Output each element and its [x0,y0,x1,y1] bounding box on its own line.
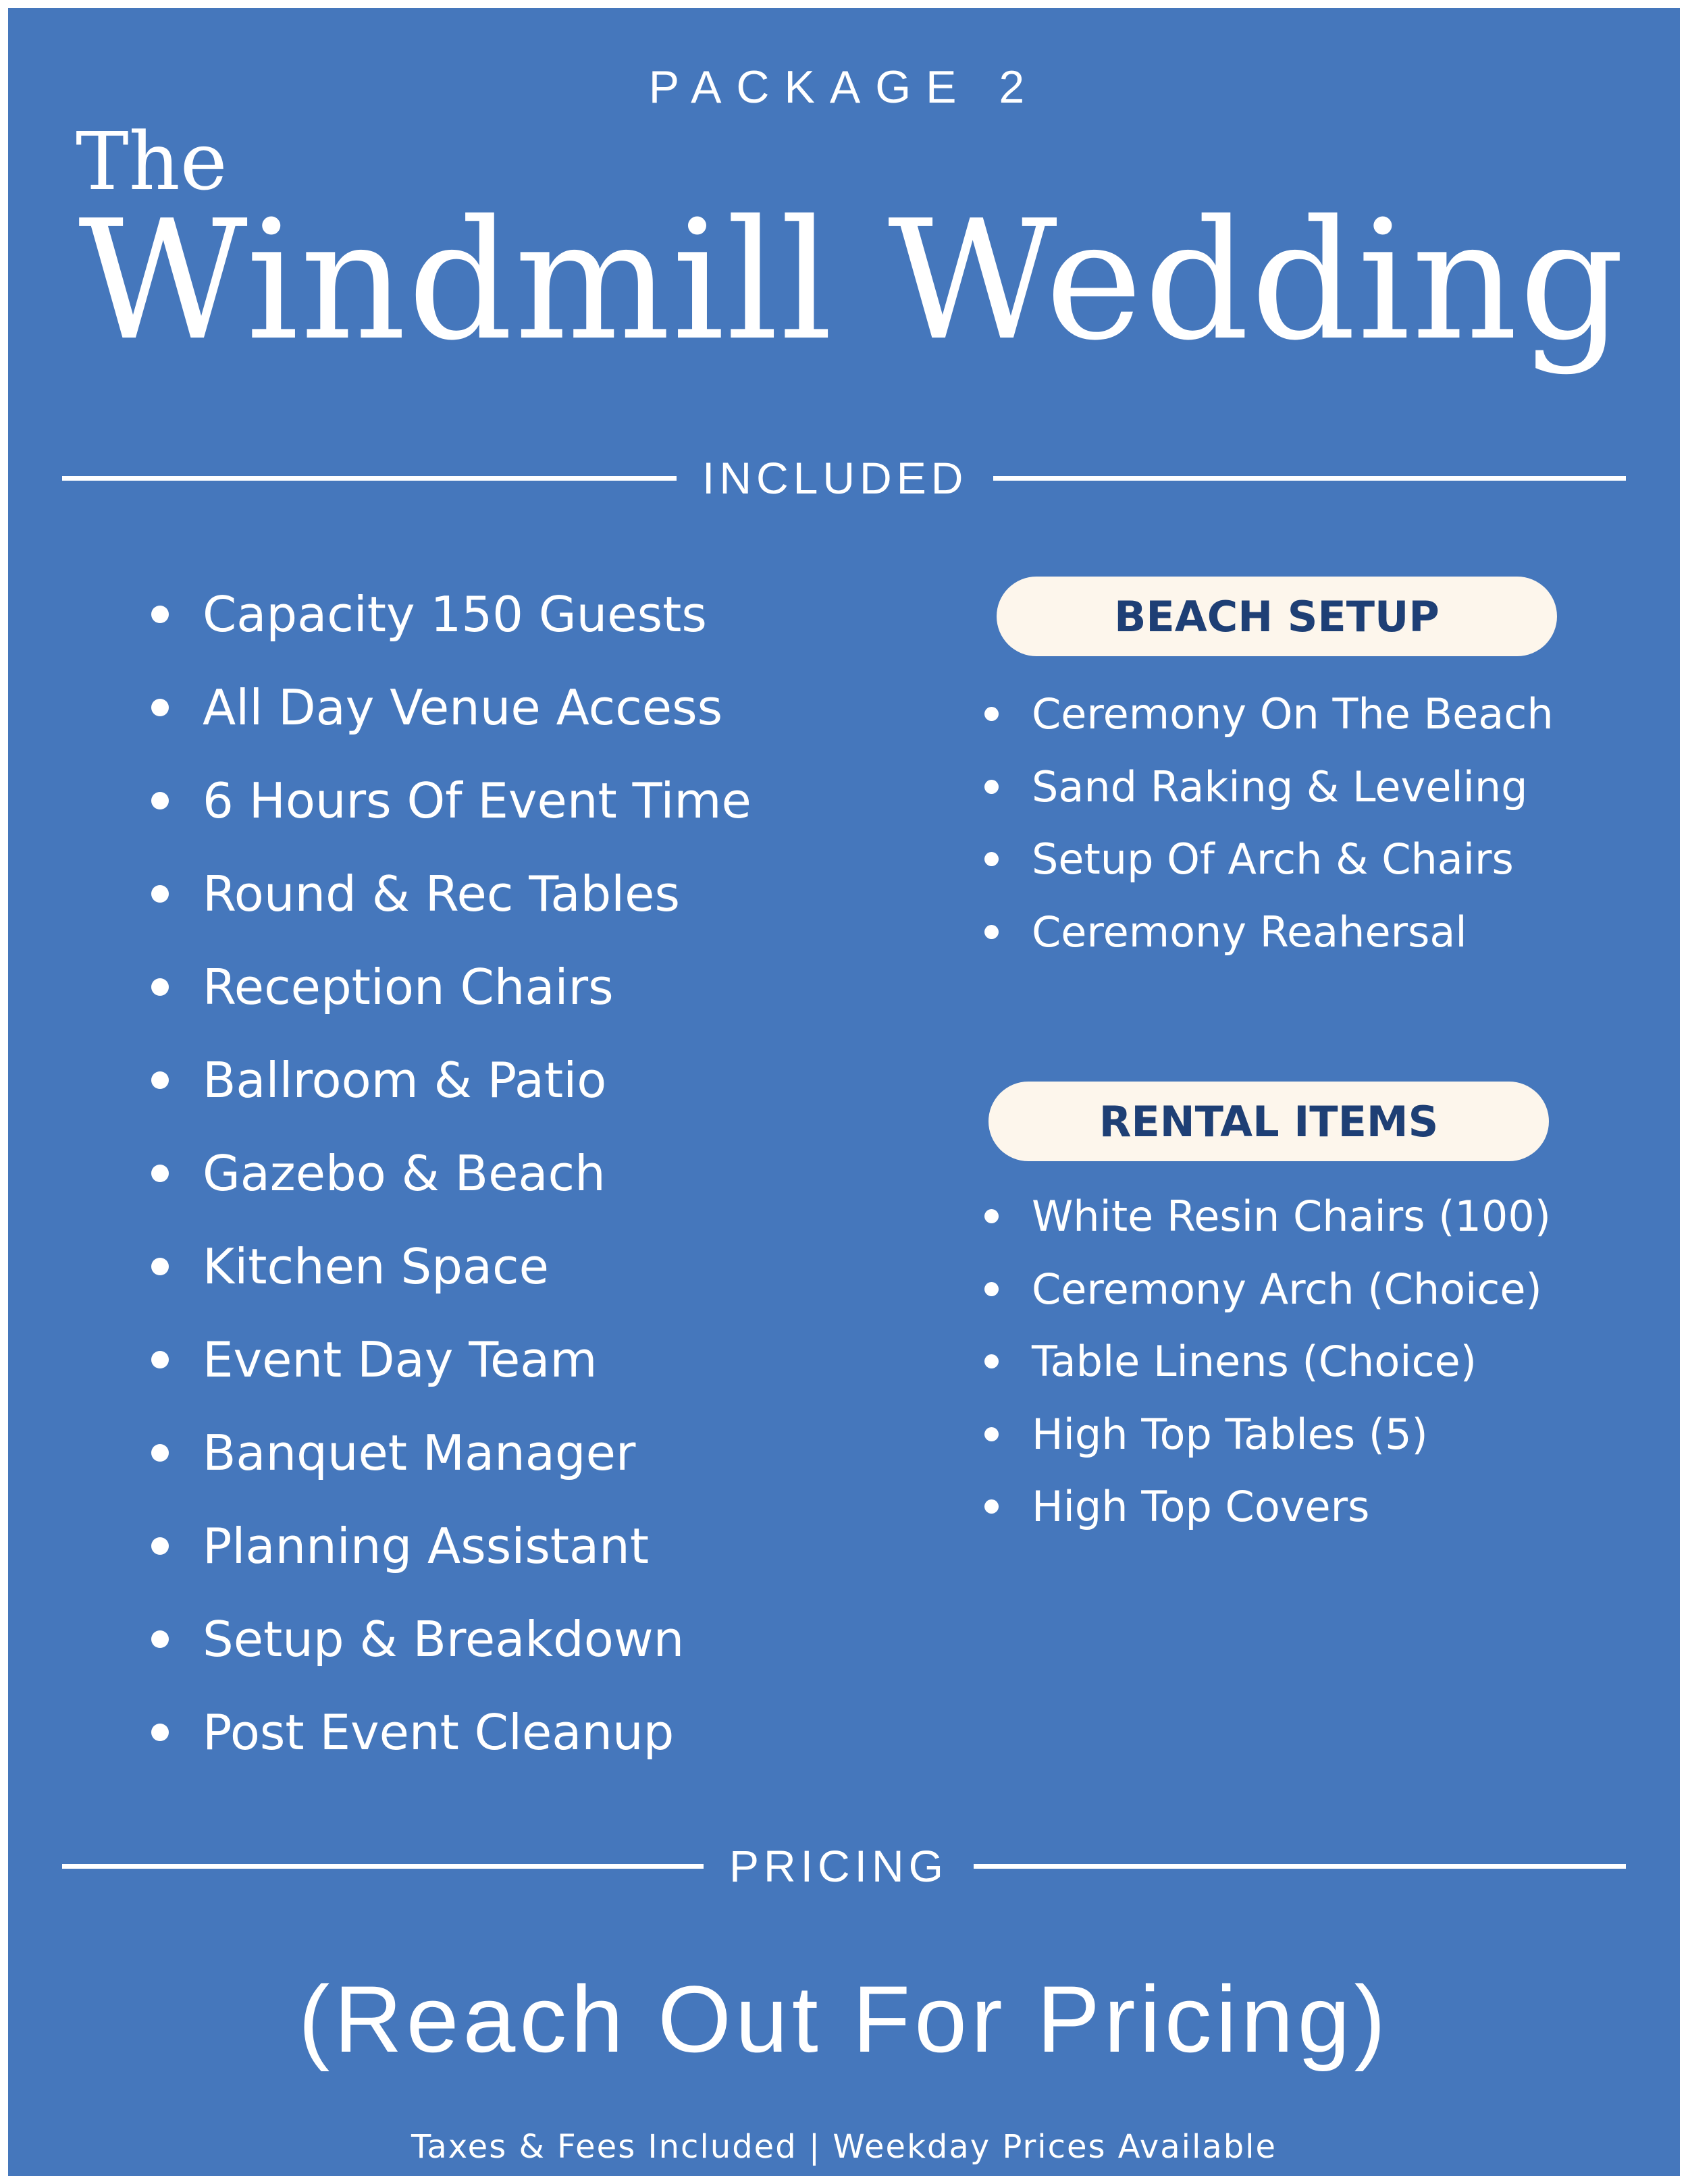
list-item: Kitchen Space [203,1235,751,1329]
pricing-text: (Reach Out For Pricing) [298,1966,1390,2072]
divider-line-right [974,1864,1626,1869]
list-item: Banquet Manager [203,1422,751,1515]
divider-line-left [62,1864,704,1869]
list-item: Gazebo & Beach [203,1142,751,1235]
page-title: Windmill Wedding [78,185,1626,377]
list-item: 6 Hours Of Event Time [203,770,751,863]
list-item: Ceremony Reahersal [1032,905,1554,978]
beach-setup-list [1032,687,1554,978]
divider-line-right [993,476,1626,481]
list-item: Planning Assistant [203,1515,751,1608]
rental-items-list [1032,1190,1551,1553]
list-item: Setup & Breakdown [203,1608,751,1701]
list-item: Ceremony On The Beach [1032,687,1554,760]
list-item: Capacity 150 Guests [203,583,751,676]
list-item: Reception Chairs [203,956,751,1049]
included-list [203,583,751,1794]
list-item: Ballroom & Patio [203,1049,751,1142]
list-item: High Top Covers [1032,1480,1551,1553]
beach-setup-badge: BEACH SETUP [997,577,1557,656]
list-item: Setup Of Arch & Chairs [1032,832,1554,905]
list-item: Sand Raking & Leveling [1032,760,1554,833]
rental-items-badge: RENTAL ITEMS [988,1082,1549,1161]
package-flyer [8,8,1680,2176]
included-heading: INCLUDED [702,453,968,503]
list-item: Round & Rec Tables [203,863,751,956]
list-item: All Day Venue Access [203,676,751,770]
list-item: Ceremony Arch (Choice) [1032,1262,1551,1335]
divider-line-left [62,476,677,481]
list-item: White Resin Chairs (100) [1032,1190,1551,1262]
list-item: Table Linens (Choice) [1032,1335,1551,1408]
pricing-heading: PRICING [729,1841,949,1891]
list-item: Post Event Cleanup [203,1701,751,1794]
list-item: High Top Tables (5) [1032,1408,1551,1481]
included-divider [62,451,1626,505]
footer-note: Taxes & Fees Included | Weekday Prices Available [411,2128,1277,2166]
pricing-divider [62,1839,1626,1893]
title-prefix: The [76,115,228,208]
list-item: Event Day Team [203,1329,751,1422]
package-label: PACKAGE 2 [648,61,1040,113]
